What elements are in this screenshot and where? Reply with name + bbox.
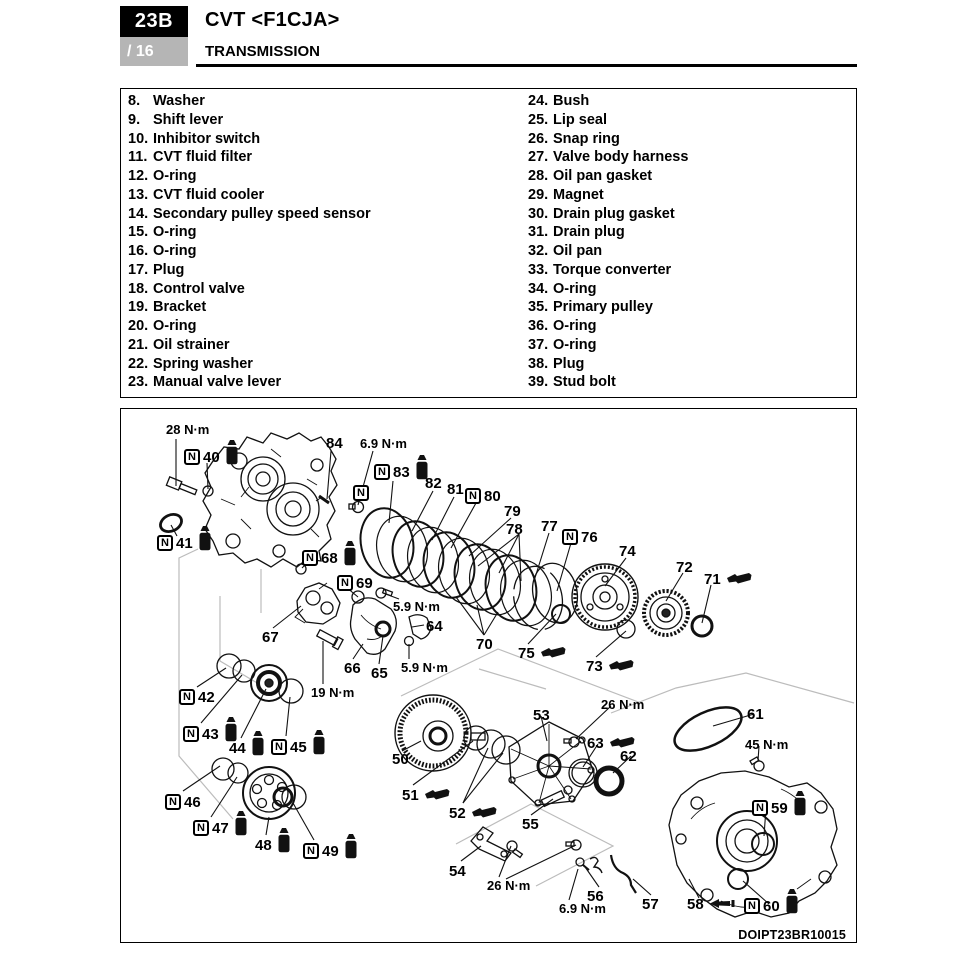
part-label: Spring washer [153,355,253,372]
callout-text: 64 [426,618,443,635]
grease-applicator-icon [425,788,450,801]
part-label: Stud bolt [553,374,616,391]
part-callout-48 [255,838,291,853]
part-callout-82 [425,476,442,491]
callout-text: 42 [198,688,215,706]
new-part-flag-icon: N [744,898,760,914]
sealant-tube-icon [234,811,248,836]
part-label: Shift lever [153,111,224,128]
parts-list-item [528,298,688,317]
parts-list-item [528,223,688,242]
callout-text: 43 [202,725,219,743]
parts-list-item [528,373,688,392]
part-label: Plug [553,355,585,372]
part-label: O-ring [153,318,197,334]
callout-text: 72 [676,559,693,576]
parts-list-item [128,317,371,336]
part-number: 28. [528,168,549,184]
parts-list-item [528,130,688,149]
part-number: 31. [528,224,549,241]
part-callout-83 [374,464,429,480]
part-number: 27. [528,149,549,166]
torque-label-torque-45 [745,738,788,751]
part-callout-52 [449,806,497,821]
parts-list-item [528,242,688,261]
new-part-flag-icon: N [752,800,768,816]
callout-text: 54 [449,863,466,880]
part-number: 26. [528,130,549,147]
part-label: Manual valve lever [153,374,282,391]
exploded-diagram [120,408,857,943]
parts-list-item [528,280,688,299]
part-number: 9. [128,111,141,128]
part-callout-75 [518,646,566,661]
part-callout-new-part-flag [353,485,369,501]
part-callout-84 [326,436,343,451]
callout-text: 68 [321,549,338,567]
parts-list-item [128,186,371,205]
part-label: O-ring [153,224,197,241]
part-number: 15. [128,224,149,241]
sealant-tube-icon [198,526,212,551]
callout-text: 78 [506,521,523,538]
callout-text: 66 [344,660,361,677]
parts-list-item [528,111,688,130]
sealant-tube-icon [224,717,238,742]
callout-text: 65 [371,665,388,682]
sealant-tube-icon [793,791,807,816]
callout-text: 58 [687,896,704,913]
part-label: Secondary pulley speed sensor [153,205,371,222]
callout-text: 79 [504,503,521,520]
page-title: CVT <F1CJA> [205,9,340,31]
part-number: 21. [128,336,149,353]
part-number: 32. [528,243,549,259]
part-callout-49 [303,843,358,859]
part-callout-72 [676,560,693,575]
part-label: Plug [153,261,185,278]
new-part-flag-icon: N [179,689,195,705]
callout-text: 50 [392,751,409,768]
callout-text: 63 [587,735,604,752]
parts-list-item [128,148,371,167]
part-callout-47 [193,820,248,836]
callout-text: 83 [393,463,410,481]
callout-text: 5.9 N·m [393,599,440,614]
part-number: 39. [528,374,549,391]
parts-list-item [528,92,688,111]
part-label: CVT fluid filter [153,149,253,166]
callout-text: 60 [763,897,780,915]
part-label: Bracket [153,299,207,316]
part-label: Drain plug gasket [553,205,675,222]
part-label: Snap ring [553,130,620,147]
callout-text: 28 N·m [166,422,210,437]
part-callout-65 [371,666,388,681]
parts-list-item [128,111,371,130]
parts-list-item [528,355,688,374]
torque-label-torque-26-upper [601,698,644,711]
torque-label-torque-59-upper [393,600,440,613]
part-callout-45 [271,739,326,755]
callout-text: 75 [518,645,535,662]
part-number: 24. [528,93,549,109]
sealant-tube-icon [344,834,358,859]
sealant-tube-icon [251,731,265,756]
callout-text: 41 [176,534,193,552]
callout-text: 45 [290,738,307,756]
grease-applicator-icon [727,572,752,585]
part-number: 29. [528,186,549,203]
parts-list-item [128,280,371,299]
callout-text: 84 [326,435,343,452]
callout-text: 73 [586,658,603,675]
part-callout-68 [302,550,357,566]
part-number: 17. [128,261,149,278]
new-part-flag-icon: N [302,550,318,566]
part-number: 34. [528,280,549,297]
diagram-caption: DOIPT23BR10015 [738,928,846,942]
header-rule [196,64,857,67]
part-label: Oil pan gasket [553,168,653,184]
part-number: 37. [528,336,549,353]
page-subtitle: TRANSMISSION [205,43,321,60]
callout-text: 26 N·m [601,697,645,712]
part-label: O-ring [553,318,597,334]
part-callout-80 [465,488,501,504]
part-label: Oil pan [553,243,603,259]
part-callout-69 [337,575,373,591]
parts-list-right-column [528,92,688,392]
part-number: 35. [528,299,549,316]
part-callout-81 [447,482,464,497]
new-part-flag-icon: N [165,794,181,810]
new-part-flag-icon: N [183,726,199,742]
torque-label-torque-19 [311,686,354,699]
part-number: 38. [528,355,549,372]
part-number: 8. [128,93,141,109]
part-label: Oil strainer [153,336,230,353]
torque-label-torque-69-top [360,437,407,450]
part-number: 25. [528,111,549,128]
parts-list-item [128,92,371,111]
parts-list-item [528,336,688,355]
part-label: Inhibitor switch [153,130,261,147]
callout-text: 55 [522,816,539,833]
fluid-arrow-icon [710,898,736,909]
part-callout-62 [620,749,637,764]
part-callout-79 [504,504,521,519]
new-part-flag-icon: N [337,575,353,591]
part-callout-76 [562,529,598,545]
part-callout-53 [533,708,550,723]
part-callout-59 [752,800,807,816]
callout-text: 48 [255,837,272,854]
part-label: O-ring [153,168,197,184]
torque-label-torque-69-bottom [559,902,606,915]
torque-label-torque-28 [166,423,209,436]
callout-text: 77 [541,518,558,535]
parts-list-item [128,205,371,224]
torque-label-torque-59-lower [401,661,448,674]
parts-list-item [128,242,371,261]
part-number: 10. [128,130,149,147]
part-callout-71 [704,572,752,587]
new-part-flag-icon: N [353,485,369,501]
callout-text: 82 [425,475,442,492]
callout-text: 76 [581,528,598,546]
part-callout-73 [586,659,634,674]
part-label: Torque converter [553,261,672,278]
callout-text: 5.9 N·m [401,660,448,675]
part-callout-78 [506,522,523,537]
part-number: 33. [528,261,549,278]
callout-text: 71 [704,571,721,588]
part-number: 16. [128,243,149,259]
callout-text: 51 [402,787,419,804]
part-callout-67 [262,630,279,645]
part-number: 18. [128,280,149,297]
part-callout-77 [541,519,558,534]
new-part-flag-icon: N [271,739,287,755]
part-label: Control valve [153,280,245,297]
callout-text: 45 N·m [745,737,789,752]
new-part-flag-icon: N [374,464,390,480]
new-part-flag-icon: N [193,820,209,836]
section-code-badge: 23B [120,6,188,37]
callout-text: 62 [620,748,637,765]
sealant-tube-icon [343,541,357,566]
callout-text: 19 N·m [311,685,355,700]
part-label: O-ring [553,336,597,353]
part-label: Drain plug [553,224,625,241]
callout-text: 44 [229,740,246,757]
callout-text: 57 [642,896,659,913]
sealant-tube-icon [277,828,291,853]
torque-label-torque-26-lower [487,879,530,892]
new-part-flag-icon: N [184,449,200,465]
callout-text: 40 [203,448,220,466]
callout-text: 69 [356,574,373,592]
part-callout-66 [344,661,361,676]
callout-text: 47 [212,819,229,837]
callout-text: 56 [587,888,604,905]
part-number: 36. [528,318,549,334]
diagram-callouts [121,409,856,942]
callout-text: 53 [533,707,550,724]
callout-text: 70 [476,636,493,653]
part-callout-46 [165,794,201,810]
part-label: Primary pulley [553,299,653,316]
parts-list-item [528,186,688,205]
parts-list-left-column [128,92,371,392]
part-callout-44 [229,741,265,756]
parts-list-item [528,167,688,186]
part-callout-58 [687,897,736,912]
part-label: Lip seal [553,111,607,128]
part-number: 30. [528,205,549,222]
parts-list [120,88,857,398]
callout-text: 6.9 N·m [360,436,407,451]
grease-applicator-icon [472,806,497,819]
callout-text: 26 N·m [487,878,531,893]
parts-list-item [128,167,371,186]
parts-list-item [528,205,688,224]
part-callout-41 [157,535,212,551]
parts-list-item [128,355,371,374]
part-label: Bush [553,93,590,109]
part-callout-55 [522,817,539,832]
grease-applicator-icon [541,646,566,659]
part-label: Magnet [553,186,604,203]
part-label: Valve body harness [553,149,689,166]
part-number: 19. [128,299,149,316]
parts-list-item [128,373,371,392]
part-callout-70 [476,637,493,652]
part-callout-50 [392,752,409,767]
part-number: 11. [128,149,148,166]
part-callout-54 [449,864,466,879]
callout-text: 74 [619,543,636,560]
parts-list-item [128,261,371,280]
parts-list-item [528,317,688,336]
part-label: O-ring [153,243,197,259]
part-callout-74 [619,544,636,559]
part-callout-42 [179,689,215,705]
callout-text: 49 [322,842,339,860]
part-label: Washer [153,93,205,109]
part-callout-51 [402,788,450,803]
new-part-flag-icon: N [562,529,578,545]
parts-list-item [128,298,371,317]
new-part-flag-icon: N [157,535,173,551]
grease-applicator-icon [609,659,634,672]
callout-text: 67 [262,629,279,646]
part-number: 13. [128,186,149,203]
parts-list-item [128,130,371,149]
new-part-flag-icon: N [465,488,481,504]
part-label: O-ring [553,280,597,297]
part-number: 20. [128,318,149,334]
new-part-flag-icon: N [303,843,319,859]
sealant-tube-icon [225,440,239,465]
sealant-tube-icon [312,730,326,755]
part-callout-61 [747,707,764,722]
callout-text: 81 [447,481,464,498]
parts-list-item [528,148,688,167]
callout-text: 46 [184,793,201,811]
part-label: CVT fluid cooler [153,186,265,203]
part-number: 23. [128,374,149,391]
part-callout-40 [184,449,239,465]
callout-text: 6.9 N·m [559,901,606,916]
part-number: 22. [128,355,149,372]
callout-text: 80 [484,487,501,505]
parts-list-item [128,336,371,355]
page-code-badge: / 16 [120,37,188,66]
parts-list-item [128,223,371,242]
callout-text: 52 [449,805,466,822]
sealant-tube-icon [785,889,799,914]
part-callout-64 [426,619,443,634]
callout-text: 61 [747,706,764,723]
callout-text: 59 [771,799,788,817]
parts-list-item [528,261,688,280]
part-callout-57 [642,897,659,912]
part-number: 14. [128,205,149,222]
part-callout-60 [744,898,799,914]
part-number: 12. [128,168,149,184]
